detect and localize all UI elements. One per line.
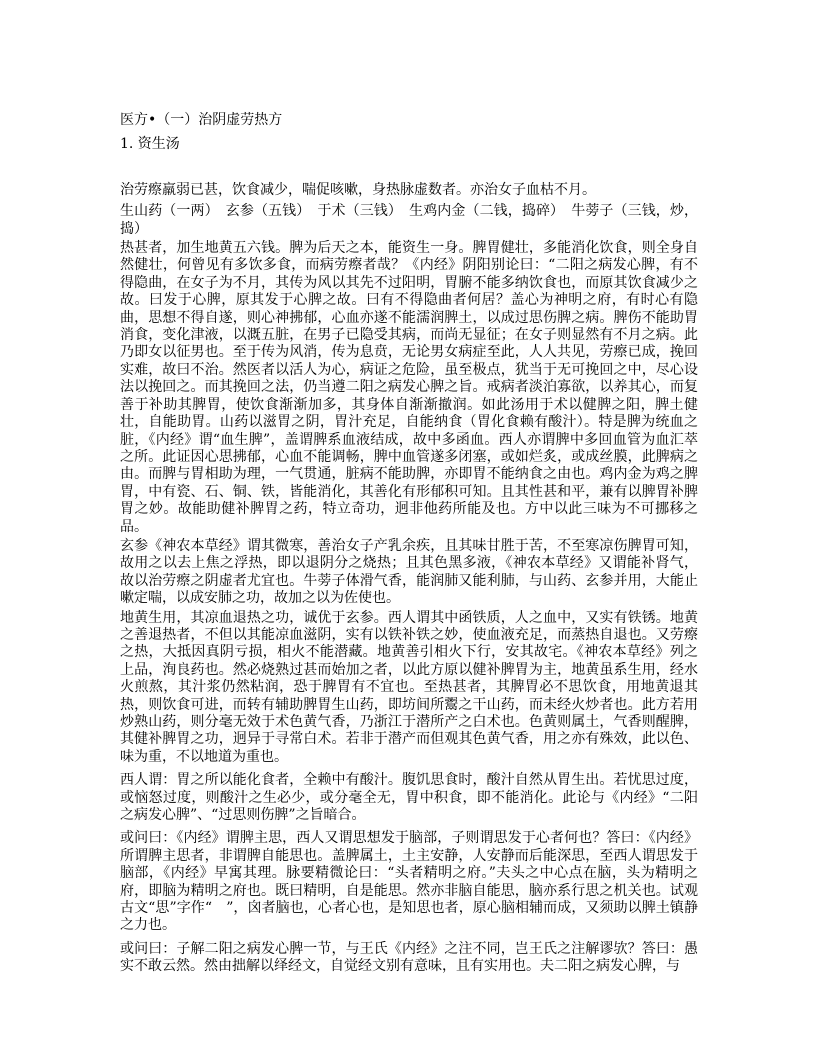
paragraph-discussion-xuanshen: 玄参《神农本草经》谓其微寒，善治女子产乳余疾，且其味甘胜于苦，不至寒凉伤脾胃可知，故用之以去上焦之浮热，即以退阴分之烧热；且其色黑多液，《神农本草经》又谓能补肾气，故以治劳瘵之阴虚者尤宜也。牛蒡子体滑气香，能润肺又能利肺，与山药、玄参并用，大能止嗽定喘，以成安肺之功，故加之以为佐使也。 [120, 537, 698, 607]
paragraph-qa-first: 或问曰：《内经》谓脾主思，西人又谓思想发于脑部，子则谓思发于心者何也？答曰：《内经》所谓脾主思者，非谓脾自能思也。盖脾属土，土主安静，人安静而后能深思，至西人谓思发于脑部，《内经》早寓其理。脉要精微论曰：“头者精明之府。”夫头之中心点在脑，头为精明之府，即脑为精明之府也。既曰精明，自是能思。然亦非脑自能思，脑亦系行思之机关也。试观古文“思”字作“ ”，囟者脑也，心者心也，是知思也者，原心脑相辅而成，又须助以脾土镇静之力也。 [120, 830, 698, 934]
paragraph-discussion-dihuang: 地黄生用，其凉血退热之功，诚优于玄参。西人谓其中函铁质，人之血中，又实有铁锈。地黄之善退热者，不但以其能凉血滋阴，实有以铁补铁之妙，使血液充足，而蒸热自退也。又劳瘵之热，大抵因真阴亏损，相火不能潜藏。地黄善引相火下行，安其故宅。《神农本草经》列之上品，洵良药也。然必烧熟过甚而始加之者，以此方原以健补脾胃为主，地黄虽系生用，经水火煎熬，其汁浆仍然粘润，恐于脾胃有不宜也。至热甚者，其脾胃必不思饮食，用地黄退其热，则饮食可进，而转有辅助脾胃生山药，即坊间所鬻之干山药，而未经火炒者也。此方若用炒熟山药，则分毫无效于术色黄气香，乃浙江于潜所产之白术也。色黄则属土，气香则醒脾，其健补脾胃之功，迥异于寻常白术。若非于潜产而但观其色黄气香，用之亦有殊效，此以色、味为重，不以地道为重也。 [120, 609, 698, 765]
doc-title: 医方•（一）治阴虚劳热方 [120, 112, 283, 128]
paragraph-ingredients: 生山药（一两） 玄参（五钱） 于术（三钱） 生鸡内金（二钱，捣碎） 牛蒡子（三钱，炒，捣） [120, 203, 698, 237]
paragraph-discussion-main: 热甚者，加生地黄五六钱。脾为后天之本，能资生一身。脾胃健壮，多能消化饮食，则全身自然健壮，何曾见有多饮多食，而病劳瘵者哉？《内经》阴阳别论曰：“二阳之病发心脾，有不得隐曲，在女子为不月，其传为风以其先不过阳明，胃腑不能多纳饮食也，而原其饮食减少之故。曰发于心脾，原其发于心脾之故。曰有不得隐曲者何居？盖心为神明之府，有时心有隐曲，思想不得自遂，则心神拂郁，心血亦遂不能濡润脾土，以成过思伤脾之病。脾伤不能助胃消食，变化津液，以溉五脏，在男子已隐受其病，而尚无显征；在女子则显然有不月之病。此乃即女以征男也。至于传为风消，传为息贲，无论男女病症至此，人人共见，劳瘵已成，挽回实难，故曰不治。然医者以活人为心，病证之危险，虽至极点，犹当于无可挽回之中，尽心设法以挽回之。而其挽回之法，仍当遵二阳之病发心脾之旨。戒病者淡泊寡欲，以养其心，而复善于补助其脾胃，使饮食渐渐加多，其身体自渐渐撤润。如此汤用于术以健脾之阳，脾土健壮，自能助胃。山药以滋胃之阴，胃汁充足，自能纳食（胃化食赖有酸汁）。特是脾为统血之脏，《内经》谓“血生脾”，盖谓脾系血液结成，故中多函血。西人亦谓脾中多回血管为血汇萃之所。此证因心思拂郁，心血不能调畅，脾中血管遂多闭塞，或如烂炙，或成丝膜，此脾病之由。而脾与胃相助为理，一气贯通，脏病不能助脾，亦即胃不能纳食之由也。鸡内金为鸡之脾胃，中有瓷、石、铜、铁，皆能消化，其善化有形郁积可知。且其性甚和平，兼有以脾胃补脾胃之妙。故能助健补脾胃之药，特立奇功，迥非他药所能及也。方中以此三味为不可挪移之品。 [120, 240, 698, 535]
paragraph-indication: 治劳瘵羸弱已甚，饮食减少，喘促咳嗽，身热脉虚数者。亦治女子血枯不月。 [120, 181, 596, 198]
paragraph-discussion-westerners: 西人谓：胃之所以能化食者，全赖中有酸汁。腹饥思食时，酸汁自然从胃生出。若忧思过度，或恼怒过度，则酸汁之生必少，或分毫全无，胃中积食，即不能消化。此论与《内经》“二阳之病发心脾”、“过思则伤脾”之旨暗合。 [120, 772, 698, 824]
section-heading: 1. 资生汤 [120, 136, 180, 153]
paragraph-qa-second: 或问曰：子解二阳之病发心脾一节，与王氏《内经》之注不同，岂王氏之注解谬欤？答曰：愚实不敢云然。然由拙解以绎经文，自觉经文别有意味，且有实用也。夫二阳之病发心脾，与 [120, 940, 698, 975]
